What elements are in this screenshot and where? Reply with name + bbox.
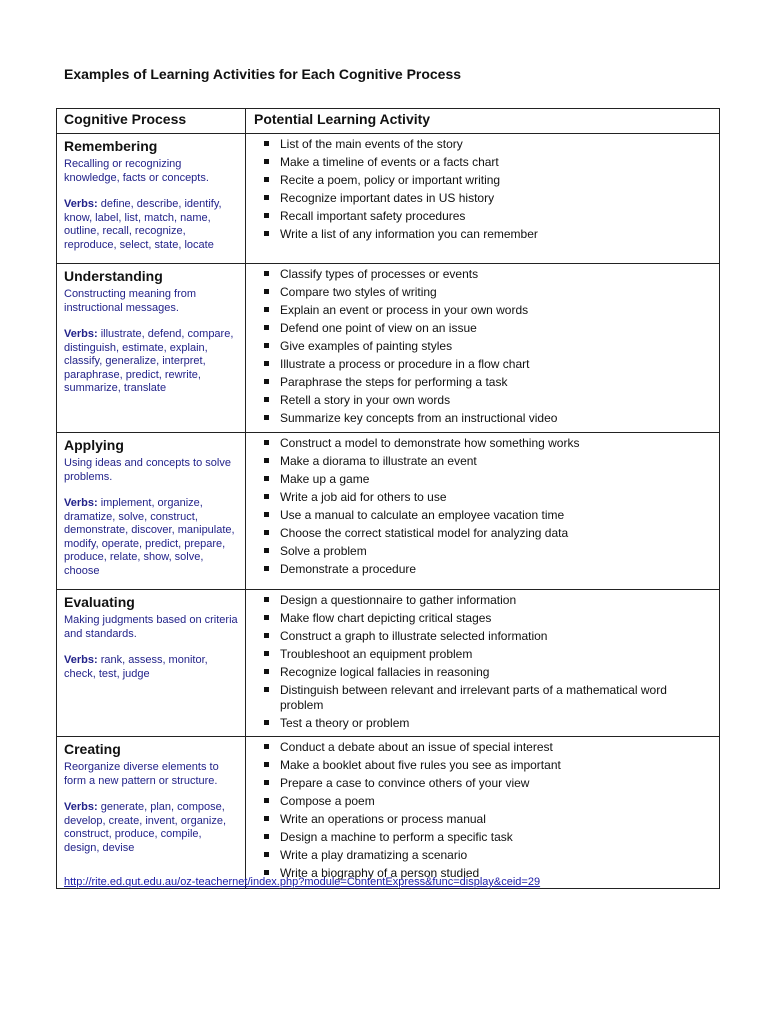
list-item: Demonstrate a procedure: [264, 562, 713, 577]
activity-list: [264, 436, 713, 577]
list-item: Troubleshoot an equipment problem: [264, 647, 713, 662]
list-item: Write an operations or process manual: [264, 812, 713, 827]
list-item: Retell a story in your own words: [264, 393, 713, 408]
verbs-label: Verbs:: [64, 654, 98, 666]
table-row: [57, 134, 720, 264]
list-item: Classify types of processes or events: [264, 267, 713, 282]
list-item: Make a booklet about five rules you see as important: [264, 758, 713, 773]
process-name: Creating: [64, 741, 121, 757]
list-item: Recognize logical fallacies in reasoning: [264, 665, 713, 680]
list-item: Explain an event or process in your own words: [264, 303, 713, 318]
page-title: Examples of Learning Activities for Each Cognitive Process: [64, 66, 462, 82]
column-header-activity: Potential Learning Activity: [246, 109, 720, 134]
verbs-list: illustrate, defend, compare, distinguish, estimate, explain, classify, generalize, interpret, paraphrase, predict, rewrite, summarize, translate: [64, 328, 234, 394]
activities-cell: [246, 737, 720, 889]
list-item: Give examples of painting styles: [264, 339, 713, 354]
activities-cell: [246, 590, 720, 737]
table-row: [57, 264, 720, 433]
process-description: Reorganize diverse elements to form a new pattern or structure.: [64, 761, 219, 787]
process-verbs: [64, 198, 239, 252]
verbs-list: define, describe, identify, know, label, list, match, name, outline, recall, recognize, reproduce, select, state, locate: [64, 198, 222, 251]
process-cell: [57, 134, 246, 264]
verbs-list: generate, plan, compose, develop, create, invent, organize, construct, produce, compile, design, devise: [64, 801, 227, 854]
process-cell: [57, 433, 246, 590]
list-item: Make up a game: [264, 472, 713, 487]
verbs-label: Verbs:: [64, 497, 98, 509]
table-row: [57, 737, 720, 889]
list-item: Design a questionnaire to gather information: [264, 593, 713, 608]
activity-list: [264, 137, 713, 242]
process-cell: [57, 264, 246, 433]
verbs-list: rank, assess, monitor, check, test, judge: [64, 654, 208, 680]
source-link[interactable]: http://rite.ed.qut.edu.au/oz-teachernet/index.php?module=ContentExpress&func=display&ceid=29: [64, 876, 541, 888]
column-header-process: Cognitive Process: [57, 109, 246, 134]
process-verbs: [64, 328, 239, 396]
table-row: [57, 433, 720, 590]
process-name: Evaluating: [64, 594, 135, 610]
process-description: Constructing meaning from instructional messages.: [64, 288, 197, 314]
verbs-label: Verbs:: [64, 198, 98, 210]
activity-list: [264, 267, 713, 426]
process-name: Understanding: [64, 268, 163, 284]
list-item: Make a timeline of events or a facts chart: [264, 155, 713, 170]
list-item: Write a list of any information you can remember: [264, 227, 713, 242]
list-item: Solve a problem: [264, 544, 713, 559]
list-item: Choose the correct statistical model for analyzing data: [264, 526, 713, 541]
table-header-row: [57, 109, 720, 134]
list-item: Make flow chart depicting critical stages: [264, 611, 713, 626]
process-verbs: [64, 654, 239, 681]
list-item: Use a manual to calculate an employee vacation time: [264, 508, 713, 523]
activity-list: [264, 740, 713, 881]
list-item: Defend one point of view on an issue: [264, 321, 713, 336]
process-verbs: [64, 497, 239, 578]
process-name: Remembering: [64, 138, 158, 154]
list-item: List of the main events of the story: [264, 137, 713, 152]
list-item: Write a biography of a person studied: [264, 866, 713, 881]
list-item: Compare two styles of writing: [264, 285, 713, 300]
list-item: Prepare a case to convince others of your view: [264, 776, 713, 791]
activities-cell: [246, 264, 720, 433]
list-item: Distinguish between relevant and irrelevant parts of a mathematical word problem: [264, 683, 713, 713]
list-item: Design a machine to perform a specific task: [264, 830, 713, 845]
list-item: Recognize important dates in US history: [264, 191, 713, 206]
list-item: Construct a model to demonstrate how something works: [264, 436, 713, 451]
activities-cell: [246, 433, 720, 590]
process-cell: [57, 737, 246, 889]
list-item: Recall important safety procedures: [264, 209, 713, 224]
list-item: Conduct a debate about an issue of special interest: [264, 740, 713, 755]
verbs-list: implement, organize, dramatize, solve, construct, demonstrate, discover, manipulate, modify, operate, predict, prepare, produce, relate, show, solve, choose: [64, 497, 235, 577]
table-row: [57, 590, 720, 737]
list-item: Paraphrase the steps for performing a task: [264, 375, 713, 390]
list-item: Construct a graph to illustrate selected information: [264, 629, 713, 644]
cognitive-process-table: [56, 108, 720, 889]
list-item: Illustrate a process or procedure in a flow chart: [264, 357, 713, 372]
list-item: Summarize key concepts from an instructional video: [264, 411, 713, 426]
process-description: Using ideas and concepts to solve problems.: [64, 457, 231, 483]
list-item: Write a play dramatizing a scenario: [264, 848, 713, 863]
list-item: Recite a poem, policy or important writing: [264, 173, 713, 188]
verbs-label: Verbs:: [64, 328, 98, 340]
list-item: Write a job aid for others to use: [264, 490, 713, 505]
process-description: Recalling or recognizing knowledge, facts or concepts.: [64, 158, 209, 184]
list-item: Test a theory or problem: [264, 716, 713, 731]
activity-list: [264, 593, 713, 731]
process-description: Making judgments based on criteria and standards.: [64, 614, 238, 640]
process-cell: [57, 590, 246, 737]
list-item: Compose a poem: [264, 794, 713, 809]
process-verbs: [64, 801, 239, 855]
verbs-label: Verbs:: [64, 801, 98, 813]
process-name: Applying: [64, 437, 124, 453]
list-item: Make a diorama to illustrate an event: [264, 454, 713, 469]
activities-cell: [246, 134, 720, 264]
